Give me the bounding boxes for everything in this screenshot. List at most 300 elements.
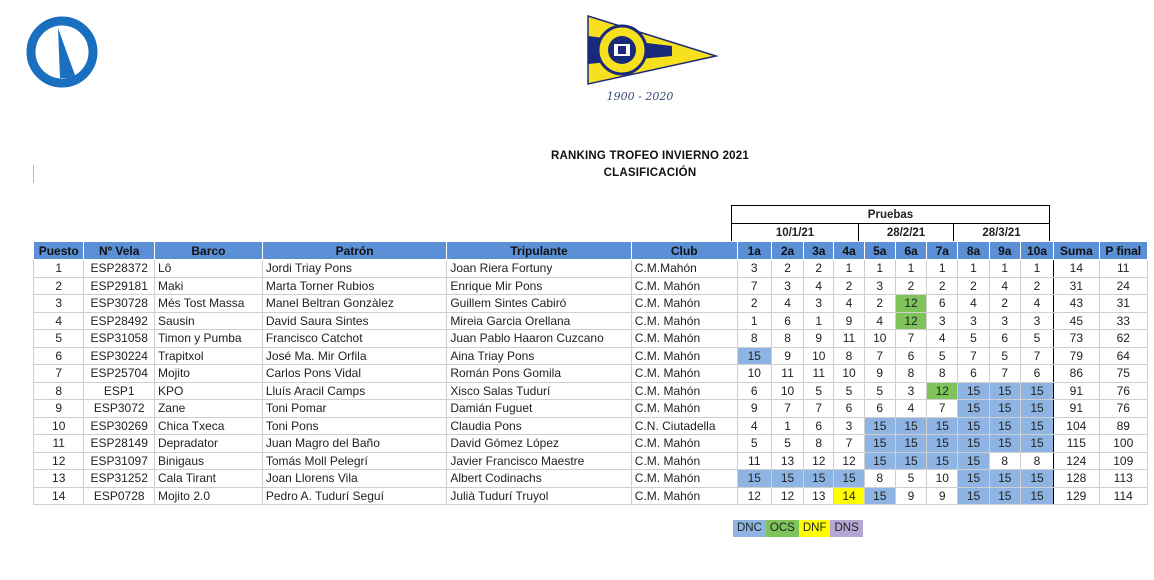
table-cell: 14: [834, 487, 864, 505]
table-cell: 4: [804, 277, 834, 295]
table-cell: 2: [34, 277, 84, 295]
table-cell: 12: [895, 312, 926, 330]
table-cell: ESP28149: [84, 435, 155, 453]
table-cell: 129: [1054, 487, 1099, 505]
table-cell: ESP30224: [84, 347, 155, 365]
table-cell: 6: [737, 382, 771, 400]
column-header: Puesto: [34, 242, 84, 260]
table-cell: 4: [864, 312, 895, 330]
column-header: Barco: [154, 242, 262, 260]
divider: [33, 165, 34, 183]
table-cell: 6: [927, 295, 958, 313]
table-cell: 86: [1054, 365, 1099, 383]
table-cell: 3: [864, 277, 895, 295]
table-cell: 8: [804, 435, 834, 453]
table-row: [34, 347, 1148, 365]
column-header: 1a: [737, 242, 771, 260]
class-logo-icon: [24, 14, 100, 90]
table-cell: Guillem Sintes Cabiró: [447, 295, 631, 313]
table-cell: 7: [834, 435, 864, 453]
table-cell: 100: [1099, 435, 1148, 453]
table-row: [34, 435, 1148, 453]
page-subtitle: CLASIFICACIÓN: [603, 167, 697, 179]
column-header: Patrón: [262, 242, 446, 260]
table-cell: 76: [1099, 382, 1148, 400]
table-cell: 1: [804, 312, 834, 330]
date-label: 28/2/21: [859, 224, 954, 242]
table-cell: 15: [927, 452, 958, 470]
table-cell: 7: [927, 400, 958, 418]
table-cell: Lluís Aracil Camps: [262, 382, 446, 400]
table-cell: 8: [737, 330, 771, 348]
table-cell: 15: [989, 435, 1020, 453]
table-row: [34, 382, 1148, 400]
table-cell: 15: [895, 452, 926, 470]
column-header: P final: [1099, 242, 1148, 260]
table-cell: Aina Triay Pons: [447, 347, 631, 365]
ranking-table: [33, 241, 1148, 505]
table-cell: 24: [1099, 277, 1148, 295]
table-cell: 33: [1099, 312, 1148, 330]
column-header: Suma: [1054, 242, 1099, 260]
table-cell: 43: [1054, 295, 1099, 313]
table-cell: José Ma. Mir Orfila: [262, 347, 446, 365]
column-header: 2a: [771, 242, 803, 260]
table-cell: C.M. Mahón: [631, 312, 737, 330]
table-cell: 11: [1099, 260, 1148, 278]
legend-item: DNC: [733, 520, 766, 537]
table-cell: Juan Pablo Haaron Cuzcano: [447, 330, 631, 348]
table-cell: 10: [927, 470, 958, 488]
table-cell: 10: [737, 365, 771, 383]
table-cell: 15: [864, 417, 895, 435]
table-cell: Depradator: [154, 435, 262, 453]
table-cell: 6: [804, 417, 834, 435]
table-cell: 2: [834, 277, 864, 295]
table-cell: 5: [895, 470, 926, 488]
table-cell: 7: [958, 347, 989, 365]
table-cell: 15: [989, 487, 1020, 505]
table-cell: 79: [1054, 347, 1099, 365]
table-cell: 15: [1020, 470, 1053, 488]
table-cell: 62: [1099, 330, 1148, 348]
table-cell: C.M. Mahón: [631, 470, 737, 488]
table-cell: ESP25704: [84, 365, 155, 383]
table-cell: 15: [989, 400, 1020, 418]
table-cell: 3: [958, 312, 989, 330]
table-cell: ESP31097: [84, 452, 155, 470]
table-cell: 6: [895, 347, 926, 365]
table-cell: 8: [34, 382, 84, 400]
table-cell: Mireia Garcia Orellana: [447, 312, 631, 330]
column-header: 8a: [958, 242, 989, 260]
table-cell: KPO: [154, 382, 262, 400]
table-cell: 5: [834, 382, 864, 400]
table-cell: Lô: [154, 260, 262, 278]
table-cell: 5: [737, 435, 771, 453]
table-cell: 8: [834, 347, 864, 365]
table-cell: 15: [989, 417, 1020, 435]
table-cell: 6: [1020, 365, 1053, 383]
table-cell: 12: [895, 295, 926, 313]
table-cell: 15: [958, 382, 989, 400]
table-cell: 1: [737, 312, 771, 330]
table-cell: C.M. Mahón: [631, 277, 737, 295]
table-cell: 3: [927, 312, 958, 330]
table-cell: 2: [771, 260, 803, 278]
table-cell: 4: [771, 295, 803, 313]
table-cell: 114: [1099, 487, 1148, 505]
table-cell: 76: [1099, 400, 1148, 418]
table-cell: 6: [989, 330, 1020, 348]
table-cell: 8: [895, 365, 926, 383]
page-title: RANKING TROFEO INVIERNO 2021: [551, 150, 749, 162]
table-cell: ESP31252: [84, 470, 155, 488]
table-cell: Sausin: [154, 312, 262, 330]
table-cell: 2: [927, 277, 958, 295]
table-cell: 8: [771, 330, 803, 348]
table-cell: 109: [1099, 452, 1148, 470]
table-cell: Damián Fuguet: [447, 400, 631, 418]
column-header: Tripulante: [447, 242, 631, 260]
table-cell: 9: [927, 487, 958, 505]
table-row: [34, 277, 1148, 295]
table-cell: C.M. Mahón: [631, 435, 737, 453]
table-cell: Enrique Mir Pons: [447, 277, 631, 295]
table-cell: 3: [834, 417, 864, 435]
table-cell: 1: [958, 260, 989, 278]
club-years: 1900 - 2020: [606, 90, 674, 103]
table-cell: ESP30269: [84, 417, 155, 435]
table-cell: 15: [737, 470, 771, 488]
table-row: [34, 417, 1148, 435]
table-row: [34, 487, 1148, 505]
table-cell: C.M. Mahón: [631, 330, 737, 348]
column-header: 3a: [804, 242, 834, 260]
table-cell: Chica Txeca: [154, 417, 262, 435]
column-header: 4a: [834, 242, 864, 260]
table-cell: 15: [1020, 400, 1053, 418]
table-cell: 4: [989, 277, 1020, 295]
table-row: [34, 365, 1148, 383]
table-cell: 5: [1020, 330, 1053, 348]
table-cell: 12: [771, 487, 803, 505]
table-cell: ESP28492: [84, 312, 155, 330]
table-cell: 11: [804, 365, 834, 383]
table-cell: 9: [895, 487, 926, 505]
table-cell: 7: [864, 347, 895, 365]
table-cell: C.M. Mahón: [631, 487, 737, 505]
table-cell: 104: [1054, 417, 1099, 435]
table-cell: 7: [895, 330, 926, 348]
table-cell: 13: [34, 470, 84, 488]
table-cell: Joan Llorens Vila: [262, 470, 446, 488]
pruebas-label: Pruebas: [732, 206, 1050, 224]
table-cell: Albert Codinachs: [447, 470, 631, 488]
table-cell: Toni Pons: [262, 417, 446, 435]
table-cell: 5: [927, 347, 958, 365]
table-row: [34, 400, 1148, 418]
table-cell: 1: [927, 260, 958, 278]
table-cell: Zane: [154, 400, 262, 418]
table-cell: Marta Torner Rubios: [262, 277, 446, 295]
table-cell: 15: [864, 435, 895, 453]
table-cell: 4: [927, 330, 958, 348]
table-cell: 8: [864, 470, 895, 488]
table-cell: 6: [771, 312, 803, 330]
table-cell: 15: [834, 470, 864, 488]
column-header: Club: [631, 242, 737, 260]
legend-item: DNF: [799, 520, 831, 537]
table-cell: Francisco Catchot: [262, 330, 446, 348]
table-cell: 115: [1054, 435, 1099, 453]
table-cell: 1: [1020, 260, 1053, 278]
table-cell: 15: [864, 487, 895, 505]
table-cell: 2: [1020, 277, 1053, 295]
table-cell: 4: [895, 400, 926, 418]
table-cell: 2: [804, 260, 834, 278]
table-cell: Mojito: [154, 365, 262, 383]
table-cell: 12: [34, 452, 84, 470]
table-cell: Trapitxol: [154, 347, 262, 365]
table-cell: 5: [958, 330, 989, 348]
table-cell: 6: [958, 365, 989, 383]
table-cell: C.M. Mahón: [631, 365, 737, 383]
table-cell: 5: [771, 435, 803, 453]
table-row: [34, 312, 1148, 330]
table-cell: Pedro A. Tudurí Seguí: [262, 487, 446, 505]
table-cell: ESP30728: [84, 295, 155, 313]
table-cell: 9: [834, 312, 864, 330]
table-cell: 4: [958, 295, 989, 313]
table-cell: 1: [895, 260, 926, 278]
table-cell: 5: [989, 347, 1020, 365]
date-label: 28/3/21: [954, 224, 1050, 242]
table-cell: 15: [1020, 487, 1053, 505]
table-cell: 2: [737, 295, 771, 313]
table-row: [34, 295, 1148, 313]
table-cell: Xisco Salas Tudurí: [447, 382, 631, 400]
table-cell: 7: [771, 400, 803, 418]
table-cell: 10: [834, 365, 864, 383]
table-cell: 4: [834, 295, 864, 313]
table-cell: 64: [1099, 347, 1148, 365]
table-cell: 4: [737, 417, 771, 435]
table-cell: 15: [989, 470, 1020, 488]
table-row: [34, 330, 1148, 348]
table-row: [34, 452, 1148, 470]
table-cell: 2: [958, 277, 989, 295]
table-cell: 4: [1020, 295, 1053, 313]
table-cell: 8: [989, 452, 1020, 470]
table-cell: 15: [895, 435, 926, 453]
table-cell: 31: [1099, 295, 1148, 313]
table-cell: ESP3072: [84, 400, 155, 418]
table-cell: C.N. Ciutadella: [631, 417, 737, 435]
table-cell: 9: [804, 330, 834, 348]
table-cell: 6: [34, 347, 84, 365]
column-header: 9a: [989, 242, 1020, 260]
table-cell: 11: [34, 435, 84, 453]
table-cell: 2: [864, 295, 895, 313]
table-cell: 3: [895, 382, 926, 400]
table-cell: Claudia Pons: [447, 417, 631, 435]
table-cell: 1: [834, 260, 864, 278]
table-cell: 15: [1020, 417, 1053, 435]
table-cell: 8: [927, 365, 958, 383]
table-cell: Javier Francisco Maestre: [447, 452, 631, 470]
table-cell: 15: [864, 452, 895, 470]
table-cell: Carlos Pons Vidal: [262, 365, 446, 383]
table-cell: 1: [771, 417, 803, 435]
table-cell: Juan Magro del Baño: [262, 435, 446, 453]
table-cell: 14: [34, 487, 84, 505]
table-cell: 15: [958, 470, 989, 488]
table-cell: 3: [1020, 312, 1053, 330]
table-cell: 7: [804, 400, 834, 418]
table-cell: C.M. Mahón: [631, 400, 737, 418]
column-header: 5a: [864, 242, 895, 260]
column-header: 7a: [927, 242, 958, 260]
table-cell: 10: [864, 330, 895, 348]
table-cell: 7: [989, 365, 1020, 383]
table-cell: 124: [1054, 452, 1099, 470]
table-cell: ESP28372: [84, 260, 155, 278]
table-cell: 113: [1099, 470, 1148, 488]
table-cell: Mojito 2.0: [154, 487, 262, 505]
table-cell: 8: [1020, 452, 1053, 470]
table-cell: Cala Tirant: [154, 470, 262, 488]
table-cell: 12: [737, 487, 771, 505]
table-cell: Toni Pomar: [262, 400, 446, 418]
table-cell: 12: [927, 382, 958, 400]
table-cell: C.M. Mahón: [631, 295, 737, 313]
table-cell: 15: [958, 452, 989, 470]
table-cell: 91: [1054, 400, 1099, 418]
table-cell: 12: [804, 452, 834, 470]
table-header-row: [34, 242, 1148, 260]
table-cell: C.M. Mahón: [631, 452, 737, 470]
table-cell: 6: [834, 400, 864, 418]
table-cell: 15: [927, 417, 958, 435]
table-cell: 12: [834, 452, 864, 470]
table-row: [34, 470, 1148, 488]
table-cell: Jordi Triay Pons: [262, 260, 446, 278]
table-cell: 2: [989, 295, 1020, 313]
table-cell: 15: [895, 417, 926, 435]
table-cell: Binigaus: [154, 452, 262, 470]
club-pennant-logo: [584, 12, 720, 86]
table-cell: Manel Beltran Gonzàlez: [262, 295, 446, 313]
table-cell: 5: [804, 382, 834, 400]
table-cell: C.M.Mahón: [631, 260, 737, 278]
table-cell: 7: [1020, 347, 1053, 365]
table-cell: Julià Tudurí Truyol: [447, 487, 631, 505]
table-cell: 10: [804, 347, 834, 365]
table-cell: 2: [895, 277, 926, 295]
table-cell: 15: [771, 470, 803, 488]
table-cell: 1: [864, 260, 895, 278]
table-cell: ESP29181: [84, 277, 155, 295]
table-cell: 11: [737, 452, 771, 470]
column-header: 10a: [1020, 242, 1053, 260]
table-cell: Més Tost Massa: [154, 295, 262, 313]
column-header: 6a: [895, 242, 926, 260]
table-cell: 45: [1054, 312, 1099, 330]
table-cell: 9: [737, 400, 771, 418]
table-cell: 3: [737, 260, 771, 278]
table-cell: Tomás Moll Pelegrí: [262, 452, 446, 470]
table-cell: Joan Riera Fortuny: [447, 260, 631, 278]
table-cell: 15: [1020, 435, 1053, 453]
table-cell: Timon y Pumba: [154, 330, 262, 348]
table-cell: C.M. Mahón: [631, 382, 737, 400]
table-cell: 3: [771, 277, 803, 295]
table-cell: 5: [34, 330, 84, 348]
table-cell: 89: [1099, 417, 1148, 435]
table-cell: C.M. Mahón: [631, 347, 737, 365]
table-cell: 15: [989, 382, 1020, 400]
table-cell: 1: [34, 260, 84, 278]
table-cell: 15: [804, 470, 834, 488]
table-cell: 15: [927, 435, 958, 453]
table-cell: 10: [34, 417, 84, 435]
table-cell: 13: [771, 452, 803, 470]
table-cell: 7: [34, 365, 84, 383]
table-cell: 13: [804, 487, 834, 505]
table-cell: 15: [737, 347, 771, 365]
table-cell: ESP31058: [84, 330, 155, 348]
legend-item: OCS: [766, 520, 799, 537]
table-cell: 15: [1020, 382, 1053, 400]
table-cell: 73: [1054, 330, 1099, 348]
legend: [733, 520, 863, 537]
table-cell: 10: [771, 382, 803, 400]
column-header: Nº Vela: [84, 242, 155, 260]
table-cell: 128: [1054, 470, 1099, 488]
table-cell: ESP0728: [84, 487, 155, 505]
pruebas-header: [731, 205, 1050, 242]
table-cell: 14: [1054, 260, 1099, 278]
table-cell: 3: [34, 295, 84, 313]
table-cell: Maki: [154, 277, 262, 295]
table-cell: 11: [771, 365, 803, 383]
table-cell: 75: [1099, 365, 1148, 383]
legend-item: DNS: [830, 520, 862, 537]
table-cell: 6: [864, 400, 895, 418]
table-cell: 15: [958, 417, 989, 435]
table-cell: 15: [958, 487, 989, 505]
table-cell: 3: [804, 295, 834, 313]
table-cell: 3: [989, 312, 1020, 330]
table-cell: 9: [34, 400, 84, 418]
table-cell: 15: [958, 400, 989, 418]
table-cell: 9: [864, 365, 895, 383]
table-cell: David Saura Sintes: [262, 312, 446, 330]
table-cell: 31: [1054, 277, 1099, 295]
date-label: 10/1/21: [732, 224, 859, 242]
table-cell: Román Pons Gomila: [447, 365, 631, 383]
table-cell: 9: [771, 347, 803, 365]
table-cell: 4: [34, 312, 84, 330]
table-cell: David Gómez López: [447, 435, 631, 453]
table-cell: 91: [1054, 382, 1099, 400]
table-cell: 7: [737, 277, 771, 295]
table-cell: 5: [864, 382, 895, 400]
table-cell: 1: [989, 260, 1020, 278]
table-cell: ESP1: [84, 382, 155, 400]
table-row: [34, 260, 1148, 278]
